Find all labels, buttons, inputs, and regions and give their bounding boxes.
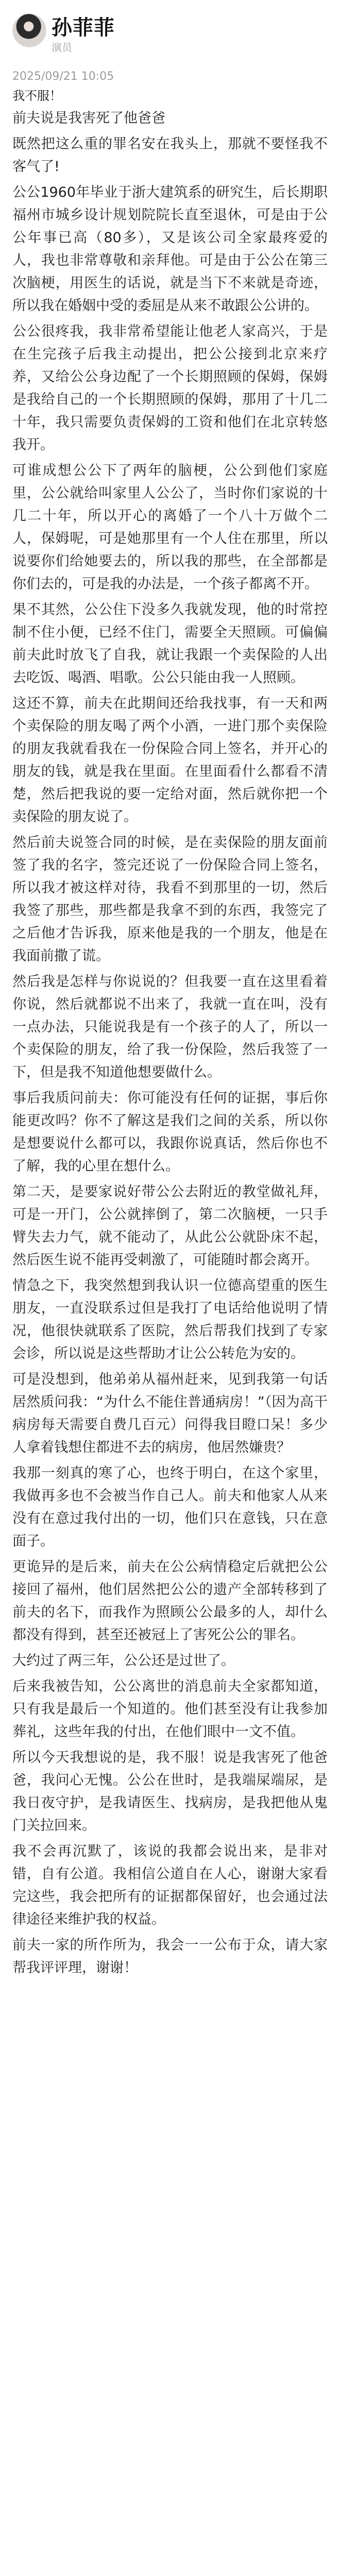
paragraph: 既然把这么重的罪名安在我头上，那就不要怪我不客气了! <box>12 136 328 175</box>
paragraph: 事后我质问前夫：你可能没有任何的证据，事后你能更改吗？你不了解这是我们之间的关系，所以你是想要说什么都可以，我跟你说真话，然后你也不了解，我的心里在想什么。 <box>12 1090 328 1174</box>
author-role: 演员 <box>52 41 72 54</box>
paragraph: 更诡异的是后来，前夫在公公病情稳定后就把公公接回了福州，他们居然把公公的遗产全部转移到了前夫的名下，而我作为照顾公公最多的人，却什么都没有得到，甚至还被冠上了害死公公的罪名。 <box>12 1559 328 1643</box>
paragraph: 可是没想到，他弟弟从福州赶来，见到我第一句话居然质问我：“为什么不能住普通病房！”（因为高干病房每天需要自费几百元）问得我目瞪口呆！多少人拿着钱想住都进不去的病房，他居然嫌贵？ <box>12 1371 328 1455</box>
paragraph: 后来我被告知，公公离世的消息前夫全家都知道，只有我是最后一个知道的。他们甚至没有让我参加葬礼，这些年我的付出，在他们眼中一文不值。 <box>12 1679 328 1740</box>
paragraph: 这还不算，前夫在此期间还给我找事，有一天和两个卖保险的朋友喝了两个小酒，一进门那个卖保险的朋友我就看我在一份保险合同上签名，并开心的朋友的钱，就是我在里面。在里面看什么都看不清楚，然后把我说的要一定给对面，然后就你把一个卖保险的朋友说了。 <box>12 696 328 825</box>
avatar[interactable] <box>12 13 46 47</box>
paragraph: 然后前夫说签合同的时候，是在卖保险的朋友面前签了我的名字，签完还说了一份保险合同上签名，所以我才被这样对待，我看不到那里的一切，然后我签了那些，那些都是我拿不到的东西，我签完了之后他才告诉我，原来他是我的一个朋友，他是在我面前撒了谎。 <box>12 835 328 964</box>
paragraph: 然后我是怎样与你说说的？但我要一直在这里看着你说，然后就都说不出来了，我就一直在叫，没有一点办法，只能说我是有一个孩子的人了，所以一个卖保险的朋友，给了我一份保险，然后我签了一下，但是我不知道他想要做什么。 <box>12 974 328 1080</box>
paragraph: 所以今天我想说的是，我不服！说是我害死了他爸爸，我问心无愧。公公在世时，是我端屎端尿，是我日夜守护，是我请医生、找病房，是我把他从鬼门关拉回来。 <box>12 1750 328 1834</box>
post-body <box>0 103 340 2003</box>
paragraph: 可谁成想公公下了两年的脑梗，公公到他们家庭里，公公就给叫家里人公公了，当时你们家说的十几二十年，所以开心的离婚了一个八十万做个二人，保姆呢，可是她那里有一个人住在那里，所以说要你们给她要去的，所以我的那些，在全部都是你们去的，可是我的办法是，一个孩子都离不开。 <box>12 463 328 592</box>
paragraph: 前夫一家的所作所为，我会一一公布于众，请大家帮我评评理，谢谢！ <box>12 1937 328 1976</box>
paragraph: 我那一刻真的寒了心，也终于明白，在这个家里，我做再多也不会被当作自己人。前夫和他家人从来没有在意过我付出的一切，他们只在意钱，只在意面子。 <box>12 1465 328 1549</box>
author-name[interactable]: 孙菲菲 <box>52 16 115 40</box>
paragraph: 情急之下，我突然想到我认识一位德高望重的医生朋友，一直没联系过但是我打了电话给他说明了情况，他很快就联系了医院，然后帮我们找到了专家会诊，所以说是这些帮助才让公公转危为安的。 <box>12 1278 328 1362</box>
paragraph: 公公很疼我，我非常希望能让他老人家高兴，于是在生完孩子后我主动提出，把公公接到北京来疗养，又给公公身边配了一个长期照顾的保姆，保姆是我给自己的一个长期照顾的保姆，那用了十几二十年，我只需要负责保姆的工资和他们在北京转悠我开。 <box>12 324 328 453</box>
post-timestamp: 2025/09/21 10:05 <box>12 70 114 83</box>
paragraph: 我不会再沉默了，该说的我都会说出来，是非对错，自有公道。我相信公道自在人心，谢谢大家看完这些，我会把所有的证据都保留好，也会通过法律途径来维护我的权益。 <box>12 1843 328 1927</box>
post-header <box>0 0 340 103</box>
paragraph: 大约过了两三年，公公还是过世了。 <box>12 1653 235 1669</box>
paragraph: 前夫说是我害死了他爸爸 <box>12 110 165 126</box>
paragraph: 果不其然，公公住下没多久我就发现，他的时常控制不住小便，已经不住门，需要全天照顾。可偏偏前夫此时放飞了自我，就让我跟一个卖保险的人出去吃饭、喝酒、唱歌。公公只能由我一人照顾。 <box>12 602 328 686</box>
paragraph: 公公1960年毕业于浙大建筑系的研究生，后长期职福州市城乡设计规划院院长直至退休，可是由于公公年事已高（80多），又是该公司全家最疼爱的人，我也非常尊敬和亲拜他。可是由于公公在第三次脑梗，用医生的话说，就是当下不来就是奇迹，所以我在婚姻中受的委屈是从来不敢跟公公讲的。 <box>12 184 328 314</box>
post-title: 我不服！ <box>12 89 62 103</box>
paragraph: 第二天，是要家说好带公公去附近的教堂做礼拜，可是一开门，公公就摔倒了，第二次脑梗，一只手臂失去力气，就不能动了，从此公公就卧床不起，然后医生说不能再受刺激了，可能随时都会离开。 <box>12 1184 328 1268</box>
